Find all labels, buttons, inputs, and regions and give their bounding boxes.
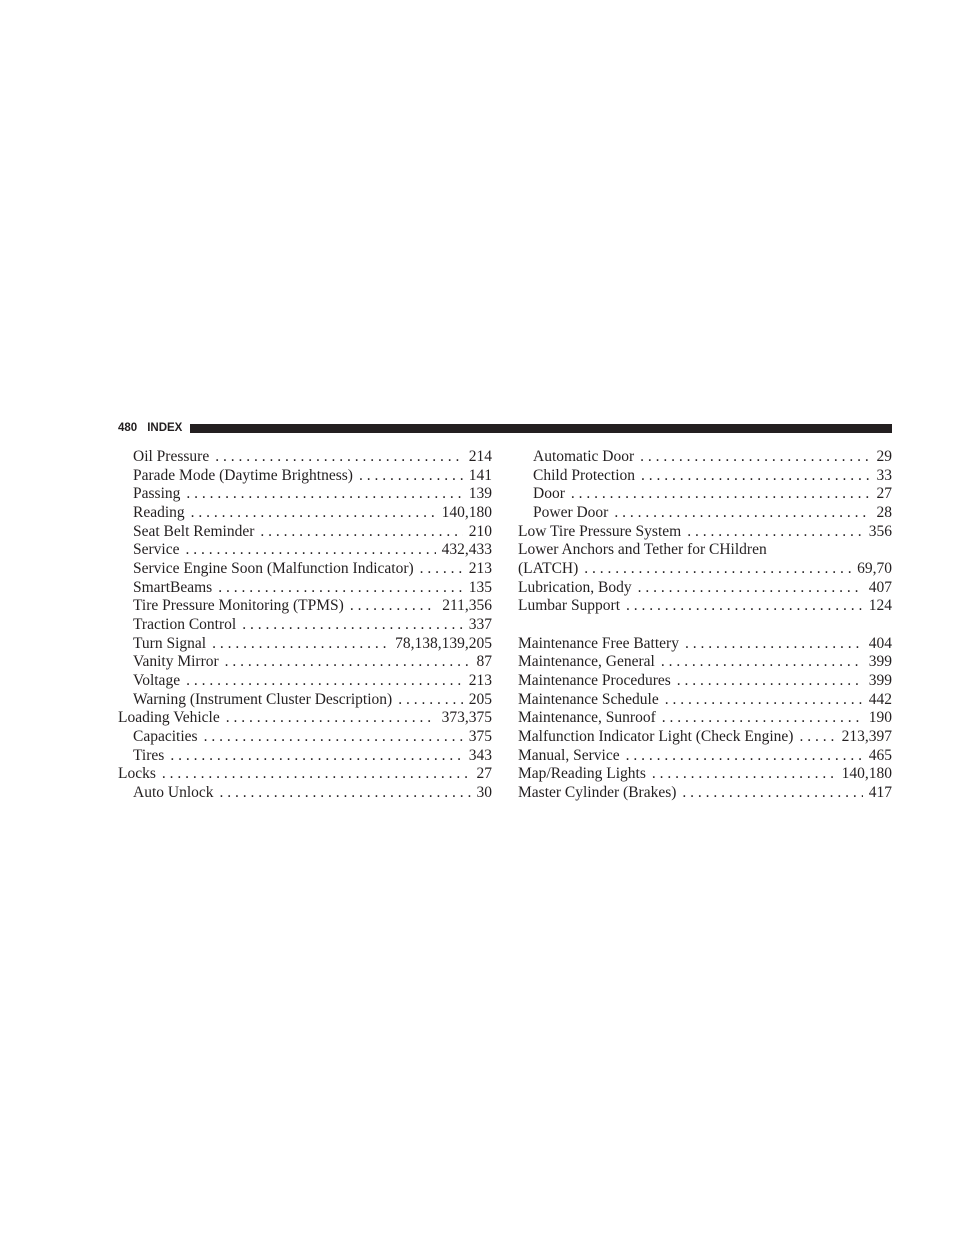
- dot-leader: [626, 597, 863, 616]
- index-term: Loading Vehicle: [118, 709, 220, 727]
- index-entry: [118, 616, 492, 635]
- index-page-refs: 87: [476, 653, 492, 671]
- index-page-refs: 29: [876, 448, 892, 465]
- dot-leader: [677, 672, 863, 691]
- index-term: Voltage: [133, 671, 181, 689]
- index-page-refs: 210: [468, 522, 492, 540]
- index-term: Vanity Mirror: [133, 653, 219, 671]
- index-term: Door: [533, 485, 565, 503]
- index-page-refs: 432,433: [441, 541, 492, 559]
- dot-leader: [641, 467, 870, 486]
- index-term: Lubrication, Body: [518, 578, 632, 596]
- index-entry: [518, 784, 892, 803]
- dot-leader: [571, 485, 871, 504]
- dot-leader: [218, 579, 463, 598]
- index-term: Maintenance Schedule: [518, 690, 659, 708]
- header-rule: [190, 424, 892, 433]
- dot-leader: [687, 523, 863, 542]
- page-header: [118, 419, 892, 437]
- index-column-right: [518, 448, 892, 802]
- index-page-refs: 205: [468, 690, 492, 708]
- dot-leader: [685, 635, 863, 654]
- index-page-refs: 211,356: [442, 597, 492, 615]
- index-term: Lumbar Support: [518, 597, 621, 615]
- index-entry: [518, 653, 892, 672]
- dot-leader: [220, 784, 471, 803]
- index-page-refs: 399: [868, 671, 892, 689]
- index-term: Parade Mode (Daytime Brightness): [133, 466, 353, 484]
- dot-leader: [226, 709, 436, 728]
- index-entry: [118, 541, 492, 560]
- index-entry: [518, 448, 892, 467]
- index-page-refs: 213: [468, 671, 492, 689]
- dot-leader: [191, 504, 436, 523]
- dot-leader: [662, 709, 863, 728]
- index-entry: [118, 523, 492, 542]
- index-page-refs: 135: [468, 578, 492, 596]
- dot-leader: [398, 691, 463, 710]
- index-entry: [518, 709, 892, 728]
- dot-leader: [614, 504, 870, 523]
- index-term: Reading: [133, 503, 185, 521]
- dot-leader: [170, 747, 462, 766]
- index-entry: [118, 635, 492, 654]
- dot-leader: [186, 485, 462, 504]
- index-term: Automatic Door: [533, 448, 635, 465]
- dot-leader: [212, 635, 389, 654]
- index-page-refs: 214: [468, 448, 492, 465]
- index-term: Locks: [118, 765, 156, 783]
- index-term: Warning (Instrument Cluster Description): [133, 690, 393, 708]
- dot-leader: [204, 728, 463, 747]
- index-term: Service Engine Soon (Malfunction Indicator): [133, 559, 414, 577]
- index-entry: [118, 448, 492, 467]
- index-term: Map/Reading Lights: [518, 765, 646, 783]
- index-term: SmartBeams: [133, 578, 213, 596]
- index-spacer: [518, 616, 892, 635]
- dot-leader: [652, 765, 836, 784]
- index-page-refs: 27: [876, 485, 892, 503]
- index-page-refs: 69,70: [857, 559, 892, 577]
- index-entry: [118, 747, 492, 766]
- index-entry: [118, 728, 492, 747]
- index-page-refs: 465: [868, 746, 892, 764]
- page-number: 480: [118, 422, 138, 434]
- section-title: INDEX: [147, 422, 183, 434]
- index-page-refs: 33: [876, 466, 892, 484]
- index-entry: [118, 691, 492, 710]
- dot-leader: [350, 597, 436, 616]
- index-term: Oil Pressure: [133, 448, 210, 465]
- dot-leader: [640, 448, 870, 467]
- index-entry: [518, 467, 892, 486]
- index-term: Tire Pressure Monitoring (TPMS): [133, 597, 344, 615]
- index-term: Lower Anchors and Tether for CHildren: [518, 541, 767, 559]
- index-page-refs: 78,138,139,205: [395, 634, 492, 652]
- dot-leader: [420, 560, 463, 579]
- index-entry: [518, 541, 892, 560]
- index-term: Master Cylinder (Brakes): [518, 783, 677, 801]
- index-entry: [518, 560, 892, 579]
- index-term: Manual, Service: [518, 746, 620, 764]
- index-term: Child Protection: [533, 466, 636, 484]
- index-page-refs: 404: [868, 634, 892, 652]
- index-page-refs: 190: [868, 709, 892, 727]
- index-page-refs: 140,180: [441, 503, 492, 521]
- index-term: Low Tire Pressure System: [518, 522, 682, 540]
- index-entry: [518, 597, 892, 616]
- dot-leader: [225, 653, 471, 672]
- index-entry: [118, 672, 492, 691]
- index-entry: [518, 485, 892, 504]
- index-entry: [118, 467, 492, 486]
- index-entry: [118, 765, 492, 784]
- index-page-refs: 337: [468, 615, 492, 633]
- index-term: Service: [133, 541, 180, 559]
- index-page-refs: 213,397: [841, 727, 892, 745]
- index-entry: [118, 653, 492, 672]
- dot-leader: [185, 541, 435, 560]
- index-page-refs: 417: [868, 783, 892, 801]
- index-entry: [518, 635, 892, 654]
- index-entry: [518, 691, 892, 710]
- index-term: Maintenance, General: [518, 653, 655, 671]
- dot-leader: [665, 691, 863, 710]
- dot-leader: [626, 747, 863, 766]
- index-column-left: [118, 448, 492, 802]
- dot-leader: [584, 560, 851, 579]
- index-page-refs: 28: [876, 503, 892, 521]
- index-term: Power Door: [533, 503, 609, 521]
- index-entry: [518, 765, 892, 784]
- dot-leader: [799, 728, 835, 747]
- index-page-refs: 27: [476, 765, 492, 783]
- dot-leader: [260, 523, 462, 542]
- index-page-refs: 343: [468, 746, 492, 764]
- index-page-refs: 30: [476, 783, 492, 801]
- index-term: Maintenance, Sunroof: [518, 709, 656, 727]
- index-entry: [118, 597, 492, 616]
- index-entry: [118, 709, 492, 728]
- index-page-refs: 141: [468, 466, 492, 484]
- index-page-refs: 442: [868, 690, 892, 708]
- dot-leader: [661, 653, 863, 672]
- index-entry: [118, 784, 492, 803]
- dot-leader: [162, 765, 471, 784]
- index-term: Turn Signal: [133, 634, 207, 652]
- dot-leader: [359, 467, 463, 486]
- index-entry: [518, 672, 892, 691]
- dot-leader: [186, 672, 463, 691]
- index-page-refs: 356: [868, 522, 892, 540]
- index-term: Malfunction Indicator Light (Check Engine): [518, 727, 794, 745]
- index-page-refs: 407: [868, 578, 892, 596]
- index-term: Passing: [133, 485, 181, 503]
- index-entry: [118, 560, 492, 579]
- index-entry: [518, 728, 892, 747]
- index-term: Tires: [133, 746, 165, 764]
- index-term: Seat Belt Reminder: [133, 522, 255, 540]
- index-term: (LATCH): [518, 559, 579, 577]
- index-entry: [518, 747, 892, 766]
- index-page-refs: 140,180: [841, 765, 892, 783]
- index-term: Traction Control: [133, 615, 237, 633]
- index-page-refs: 399: [868, 653, 892, 671]
- index-page-refs: 213: [468, 559, 492, 577]
- index-term: Capacities: [133, 727, 198, 745]
- index-entry: [518, 579, 892, 598]
- index-page-refs: 373,375: [441, 709, 492, 727]
- index-term: Auto Unlock: [133, 783, 214, 801]
- index-page-refs: 124: [868, 597, 892, 615]
- dot-leader: [215, 448, 463, 467]
- dot-leader: [242, 616, 463, 635]
- index-entry: [518, 523, 892, 542]
- index-entry: [118, 579, 492, 598]
- index-page-refs: 139: [468, 485, 492, 503]
- index-entry: [518, 504, 892, 523]
- index-entry: [118, 504, 492, 523]
- dot-leader: [638, 579, 863, 598]
- index-page-refs: 375: [468, 727, 492, 745]
- index-entry: [118, 485, 492, 504]
- dot-leader: [682, 784, 862, 803]
- index-term: Maintenance Procedures: [518, 671, 671, 689]
- index-term: Maintenance Free Battery: [518, 634, 679, 652]
